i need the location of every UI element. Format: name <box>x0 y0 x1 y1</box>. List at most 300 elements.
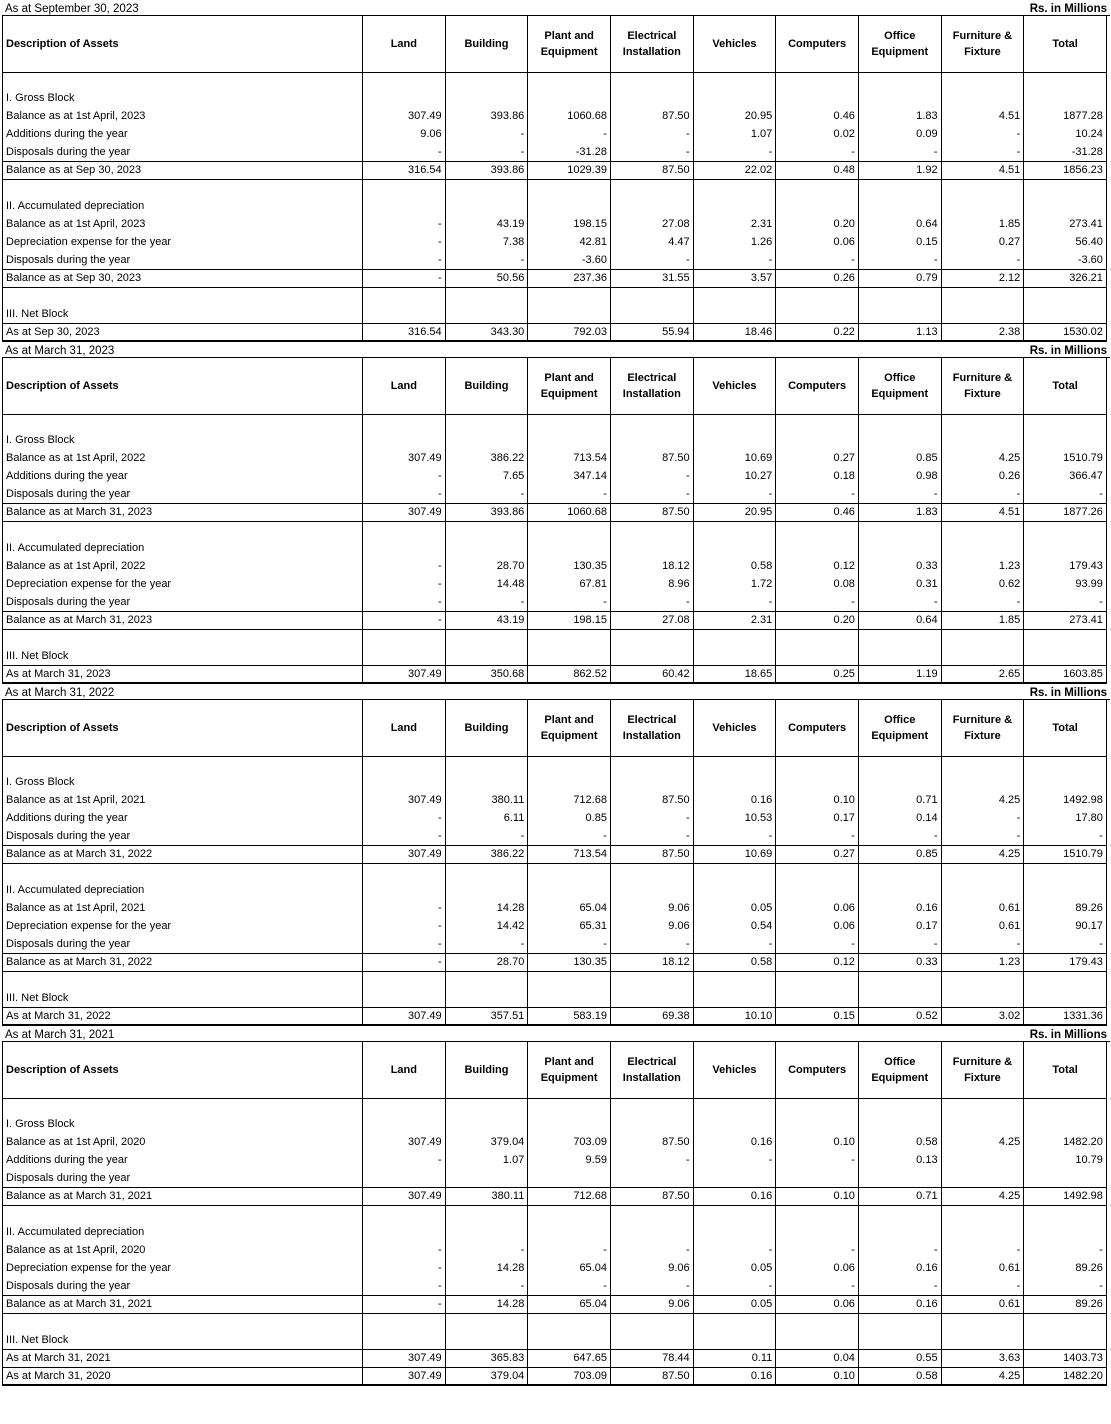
value-cell: 0.09 <box>858 125 941 143</box>
value-cell: 307.49 <box>363 449 446 467</box>
row-label: Balance as at March 31, 2022 <box>3 953 363 971</box>
value-cell: 9.59 <box>528 1151 611 1169</box>
depreciation-label <box>3 881 1107 899</box>
spacer-cell <box>1024 179 1107 197</box>
group-label: III. Net Block <box>3 1331 363 1349</box>
value-cell: 1.07 <box>445 1151 528 1169</box>
value-cell: - <box>693 935 776 953</box>
value-cell: 2.65 <box>941 665 1024 683</box>
row-label: Depreciation expense for the year <box>3 917 363 935</box>
value-cell: 130.35 <box>528 953 611 971</box>
value-cell: 87.50 <box>610 503 693 521</box>
spacer-cell <box>941 756 1024 773</box>
spacer-row <box>3 72 1107 89</box>
depreciation-label <box>3 197 1107 215</box>
value-cell: - <box>858 251 941 269</box>
spacer-cell <box>693 72 776 89</box>
column-header: Plant and Equipment <box>528 16 611 72</box>
value-cell: 379.04 <box>445 1133 528 1151</box>
value-cell: 0.15 <box>858 233 941 251</box>
spacer-cell <box>941 72 1024 89</box>
value-cell: - <box>445 935 528 953</box>
value-cell: 0.05 <box>693 899 776 917</box>
empty-cell <box>445 647 528 665</box>
empty-cell <box>363 197 446 215</box>
value-cell: 1492.98 <box>1024 791 1107 809</box>
value-cell: 130.35 <box>528 557 611 575</box>
spacer-cell <box>445 179 528 197</box>
depreciation-row <box>3 251 1107 269</box>
value-cell: 0.16 <box>693 1187 776 1205</box>
value-cell: 87.50 <box>610 1187 693 1205</box>
value-cell: 347.14 <box>528 467 611 485</box>
empty-cell <box>858 197 941 215</box>
value-cell: 28.70 <box>445 953 528 971</box>
spacer-cell <box>1024 971 1107 989</box>
value-cell: 379.04 <box>445 1367 528 1385</box>
value-cell: 307.49 <box>363 107 446 125</box>
spacer-row <box>3 1098 1107 1115</box>
value-cell: 10.79 <box>1024 1151 1107 1169</box>
value-cell: 65.04 <box>528 1295 611 1313</box>
value-cell: 87.50 <box>610 845 693 863</box>
column-header: Land <box>363 16 446 72</box>
depreciation-row <box>3 935 1107 953</box>
value-cell: 0.13 <box>858 1151 941 1169</box>
column-header: Furniture & Fixture <box>941 358 1024 414</box>
value-cell: -31.28 <box>528 143 611 161</box>
value-cell: - <box>363 935 446 953</box>
empty-cell <box>776 431 859 449</box>
value-cell: - <box>445 1241 528 1259</box>
value-cell: - <box>1024 593 1107 611</box>
value-cell: 0.46 <box>776 107 859 125</box>
value-cell: 307.49 <box>363 845 446 863</box>
value-cell: 393.86 <box>445 107 528 125</box>
value-cell: 862.52 <box>528 665 611 683</box>
value-cell: - <box>610 1151 693 1169</box>
depreciation-label <box>3 539 1107 557</box>
group-label: I. Gross Block <box>3 431 363 449</box>
section-title: As at March 31, 2022 <box>5 687 115 699</box>
empty-cell <box>528 197 611 215</box>
value-cell: 7.38 <box>445 233 528 251</box>
spacer-cell <box>1024 1205 1107 1223</box>
spacer-cell <box>941 1098 1024 1115</box>
value-cell: 0.48 <box>776 161 859 179</box>
empty-cell <box>776 305 859 323</box>
spacer-cell <box>610 287 693 305</box>
schedule-section <box>2 0 1110 342</box>
value-cell: - <box>858 1277 941 1295</box>
value-cell: 350.68 <box>445 665 528 683</box>
empty-cell <box>445 989 528 1007</box>
row-label: Depreciation expense for the year <box>3 1259 363 1277</box>
spacer-cell <box>528 1098 611 1115</box>
value-cell: 0.10 <box>776 1367 859 1385</box>
value-cell: 0.18 <box>776 467 859 485</box>
value-cell: 703.09 <box>528 1133 611 1151</box>
value-cell: - <box>363 827 446 845</box>
value-cell: 1.85 <box>941 215 1024 233</box>
spacer-cell <box>610 863 693 881</box>
value-cell: 307.49 <box>363 1187 446 1205</box>
empty-cell <box>1024 989 1107 1007</box>
spacer-cell <box>610 179 693 197</box>
empty-cell <box>776 539 859 557</box>
spacer-cell <box>528 287 611 305</box>
spacer-cell <box>693 756 776 773</box>
value-cell: 14.28 <box>445 1295 528 1313</box>
spacer-cell <box>528 72 611 89</box>
value-cell: 20.95 <box>693 503 776 521</box>
spacer-cell <box>1024 414 1107 431</box>
value-cell: - <box>776 827 859 845</box>
column-header: Vehicles <box>693 700 776 756</box>
gross-block-row <box>3 1151 1107 1169</box>
value-cell: - <box>693 1151 776 1169</box>
empty-cell <box>776 989 859 1007</box>
group-label: II. Accumulated depreciation <box>3 197 363 215</box>
value-cell: 55.94 <box>610 323 693 341</box>
column-header: Plant and Equipment <box>528 700 611 756</box>
value-cell: 0.14 <box>858 809 941 827</box>
spacer-cell <box>445 72 528 89</box>
value-cell: 1331.36 <box>1024 1007 1107 1025</box>
assets-table <box>2 358 1107 684</box>
empty-cell <box>445 1115 528 1133</box>
value-cell: - <box>528 1241 611 1259</box>
value-cell: - <box>693 827 776 845</box>
value-cell: 27.08 <box>610 611 693 629</box>
depreciation-row <box>3 215 1107 233</box>
value-cell: 0.52 <box>858 1007 941 1025</box>
empty-cell <box>363 305 446 323</box>
gross-block-row <box>3 485 1107 503</box>
spacer-cell <box>1024 863 1107 881</box>
assets-table <box>2 16 1107 342</box>
empty-cell <box>610 647 693 665</box>
gross-block-row <box>3 143 1107 161</box>
empty-cell <box>693 1115 776 1133</box>
value-cell: 10.69 <box>693 449 776 467</box>
value-cell: 18.12 <box>610 557 693 575</box>
empty-cell <box>610 1331 693 1349</box>
value-cell: 1856.23 <box>1024 161 1107 179</box>
value-cell: 4.25 <box>941 1187 1024 1205</box>
column-header: Furniture & Fixture <box>941 700 1024 756</box>
value-cell: 1482.20 <box>1024 1367 1107 1385</box>
column-header: Vehicles <box>693 1042 776 1098</box>
spacer-cell <box>3 629 363 647</box>
value-cell: 1060.68 <box>528 107 611 125</box>
empty-cell <box>693 89 776 107</box>
spacer-cell <box>610 521 693 539</box>
value-cell: 0.22 <box>776 323 859 341</box>
spacer-cell <box>363 521 446 539</box>
unit-label: Rs. in Millions <box>1029 687 1107 699</box>
column-header: Office Equipment <box>858 358 941 414</box>
empty-cell <box>1024 1223 1107 1241</box>
value-cell: 89.26 <box>1024 1295 1107 1313</box>
empty-cell <box>1024 539 1107 557</box>
value-cell: 28.70 <box>445 557 528 575</box>
empty-cell <box>363 881 446 899</box>
column-header: Furniture & Fixture <box>941 1042 1024 1098</box>
spacer-cell <box>693 863 776 881</box>
empty-cell <box>528 1223 611 1241</box>
value-cell: 343.30 <box>445 323 528 341</box>
value-cell: 583.19 <box>528 1007 611 1025</box>
row-label: Additions during the year <box>3 125 363 143</box>
empty-cell <box>445 881 528 899</box>
empty-cell <box>941 197 1024 215</box>
value-cell: 713.54 <box>528 845 611 863</box>
column-header: Electrical Installation <box>610 1042 693 1098</box>
value-cell: 0.64 <box>858 215 941 233</box>
row-label: Balance as at 1st April, 2022 <box>3 557 363 575</box>
value-cell: 1.85 <box>941 611 1024 629</box>
value-cell: 87.50 <box>610 449 693 467</box>
spacer-cell <box>1024 1098 1107 1115</box>
row-label: Balance as at 1st April, 2021 <box>3 899 363 917</box>
value-cell: 60.42 <box>610 665 693 683</box>
value-cell: - <box>610 809 693 827</box>
assets-table <box>2 700 1107 1026</box>
section-header <box>2 0 1110 16</box>
empty-cell <box>363 1115 446 1133</box>
value-cell: - <box>1024 1241 1107 1259</box>
spacer-cell <box>776 1098 859 1115</box>
value-cell: 4.51 <box>941 161 1024 179</box>
value-cell: 647.65 <box>528 1349 611 1367</box>
row-label: Disposals during the year <box>3 935 363 953</box>
value-cell <box>363 1169 446 1187</box>
value-cell: 1.26 <box>693 233 776 251</box>
value-cell: - <box>776 1241 859 1259</box>
value-cell: 365.83 <box>445 1349 528 1367</box>
empty-cell <box>693 1331 776 1349</box>
spacer-cell <box>776 414 859 431</box>
value-cell: 307.49 <box>363 665 446 683</box>
value-cell: 0.33 <box>858 953 941 971</box>
value-cell: 386.22 <box>445 845 528 863</box>
value-cell: -31.28 <box>1024 143 1107 161</box>
value-cell: - <box>776 935 859 953</box>
value-cell: 316.54 <box>363 323 446 341</box>
value-cell: - <box>528 125 611 143</box>
empty-cell <box>941 539 1024 557</box>
row-label: Balance as at 1st April, 2022 <box>3 449 363 467</box>
spacer-cell <box>445 756 528 773</box>
empty-cell <box>858 647 941 665</box>
value-cell: 4.25 <box>941 449 1024 467</box>
value-cell: 198.15 <box>528 215 611 233</box>
row-label: Balance as at March 31, 2023 <box>3 503 363 521</box>
spacer-cell <box>3 521 363 539</box>
value-cell: 0.61 <box>941 1295 1024 1313</box>
value-cell: 7.65 <box>445 467 528 485</box>
value-cell <box>776 1169 859 1187</box>
column-header: Description of Assets <box>3 358 363 414</box>
spacer-cell <box>363 756 446 773</box>
value-cell: 89.26 <box>1024 1259 1107 1277</box>
spacer-cell <box>3 863 363 881</box>
spacer-row <box>3 971 1107 989</box>
empty-cell <box>528 647 611 665</box>
value-cell: - <box>1024 1277 1107 1295</box>
value-cell: 3.57 <box>693 269 776 287</box>
spacer-row <box>3 1205 1107 1223</box>
value-cell: 0.12 <box>776 557 859 575</box>
column-header: Total <box>1024 1042 1107 1098</box>
spacer-cell <box>528 179 611 197</box>
value-cell: - <box>776 1277 859 1295</box>
spacer-cell <box>858 179 941 197</box>
value-cell: 1482.20 <box>1024 1133 1107 1151</box>
spacer-cell <box>528 521 611 539</box>
row-label: Balance as at 1st April, 2021 <box>3 791 363 809</box>
spacer-cell <box>693 287 776 305</box>
empty-cell <box>693 431 776 449</box>
spacer-cell <box>610 1098 693 1115</box>
value-cell: 792.03 <box>528 323 611 341</box>
value-cell: - <box>363 1277 446 1295</box>
value-cell: - <box>693 1277 776 1295</box>
value-cell: 0.58 <box>693 953 776 971</box>
empty-cell <box>776 197 859 215</box>
value-cell: 87.50 <box>610 161 693 179</box>
row-label: As at March 31, 2022 <box>3 1007 363 1025</box>
value-cell: 1.13 <box>858 323 941 341</box>
row-label: Balance as at March 31, 2021 <box>3 1187 363 1205</box>
spacer-cell <box>776 756 859 773</box>
value-cell: - <box>445 251 528 269</box>
value-cell: 4.51 <box>941 107 1024 125</box>
row-label: As at March 31, 2023 <box>3 665 363 683</box>
value-cell: 78.44 <box>610 1349 693 1367</box>
empty-cell <box>445 305 528 323</box>
value-cell: - <box>363 215 446 233</box>
value-cell: 0.08 <box>776 575 859 593</box>
empty-cell <box>363 539 446 557</box>
value-cell: 0.06 <box>776 917 859 935</box>
value-cell <box>693 1169 776 1187</box>
value-cell: 0.06 <box>776 899 859 917</box>
value-cell: 4.25 <box>941 1367 1024 1385</box>
gross-block-row <box>3 107 1107 125</box>
row-label: Balance as at 1st April, 2023 <box>3 107 363 125</box>
value-cell: 14.28 <box>445 1259 528 1277</box>
value-cell: 0.06 <box>776 233 859 251</box>
value-cell: 307.49 <box>363 1367 446 1385</box>
column-header: Total <box>1024 358 1107 414</box>
column-header: Description of Assets <box>3 16 363 72</box>
empty-cell <box>363 647 446 665</box>
value-cell: - <box>363 143 446 161</box>
depreciation-row <box>3 1277 1107 1295</box>
value-cell: 393.86 <box>445 161 528 179</box>
empty-cell <box>1024 305 1107 323</box>
spacer-cell <box>776 179 859 197</box>
spacer-cell <box>3 179 363 197</box>
gross-block-row <box>3 467 1107 485</box>
spacer-cell <box>610 756 693 773</box>
value-cell: 0.46 <box>776 503 859 521</box>
value-cell: 0.10 <box>776 791 859 809</box>
spacer-cell <box>858 971 941 989</box>
column-header: Computers <box>776 358 859 414</box>
value-cell: 0.05 <box>693 1295 776 1313</box>
spacer-cell <box>363 1098 446 1115</box>
empty-cell <box>445 773 528 791</box>
column-header: Office Equipment <box>858 1042 941 1098</box>
unit-label: Rs. in Millions <box>1029 3 1107 15</box>
spacer-cell <box>528 756 611 773</box>
empty-cell <box>693 773 776 791</box>
value-cell: 393.86 <box>445 503 528 521</box>
group-label: III. Net Block <box>3 305 363 323</box>
value-cell: - <box>693 1241 776 1259</box>
value-cell: - <box>941 593 1024 611</box>
value-cell: 3.02 <box>941 1007 1024 1025</box>
empty-cell <box>941 647 1024 665</box>
gross-block-label <box>3 773 1107 791</box>
column-header: Electrical Installation <box>610 16 693 72</box>
value-cell: 0.61 <box>941 917 1024 935</box>
spacer-cell <box>941 1313 1024 1331</box>
value-cell: - <box>941 827 1024 845</box>
value-cell: 2.31 <box>693 215 776 233</box>
fixed-assets-schedule <box>2 0 1110 1386</box>
value-cell: 0.12 <box>776 953 859 971</box>
gross-block-label <box>3 1115 1107 1133</box>
column-header-row <box>3 16 1107 72</box>
value-cell: 0.25 <box>776 665 859 683</box>
value-cell: 43.19 <box>445 215 528 233</box>
spacer-cell <box>445 1205 528 1223</box>
spacer-row <box>3 629 1107 647</box>
value-cell: 9.06 <box>610 1295 693 1313</box>
value-cell: - <box>445 485 528 503</box>
empty-cell <box>776 647 859 665</box>
gross-block-total-row <box>3 1187 1107 1205</box>
value-cell: 307.49 <box>363 1133 446 1151</box>
value-cell: 9.06 <box>363 125 446 143</box>
spacer-cell <box>3 72 363 89</box>
spacer-cell <box>445 414 528 431</box>
value-cell: - <box>363 269 446 287</box>
section-header <box>2 684 1110 700</box>
value-cell: 0.16 <box>858 899 941 917</box>
spacer-cell <box>776 971 859 989</box>
spacer-cell <box>528 629 611 647</box>
value-cell: - <box>445 143 528 161</box>
empty-cell <box>776 1331 859 1349</box>
group-label: III. Net Block <box>3 647 363 665</box>
empty-cell <box>610 89 693 107</box>
value-cell: - <box>445 827 528 845</box>
value-cell: 0.61 <box>941 899 1024 917</box>
value-cell: 1510.79 <box>1024 449 1107 467</box>
row-label: As at March 31, 2020 <box>3 1367 363 1385</box>
row-label: Disposals during the year <box>3 1169 363 1187</box>
empty-cell <box>528 305 611 323</box>
value-cell: - <box>941 1277 1024 1295</box>
spacer-cell <box>858 1313 941 1331</box>
spacer-cell <box>693 1098 776 1115</box>
value-cell: 10.24 <box>1024 125 1107 143</box>
